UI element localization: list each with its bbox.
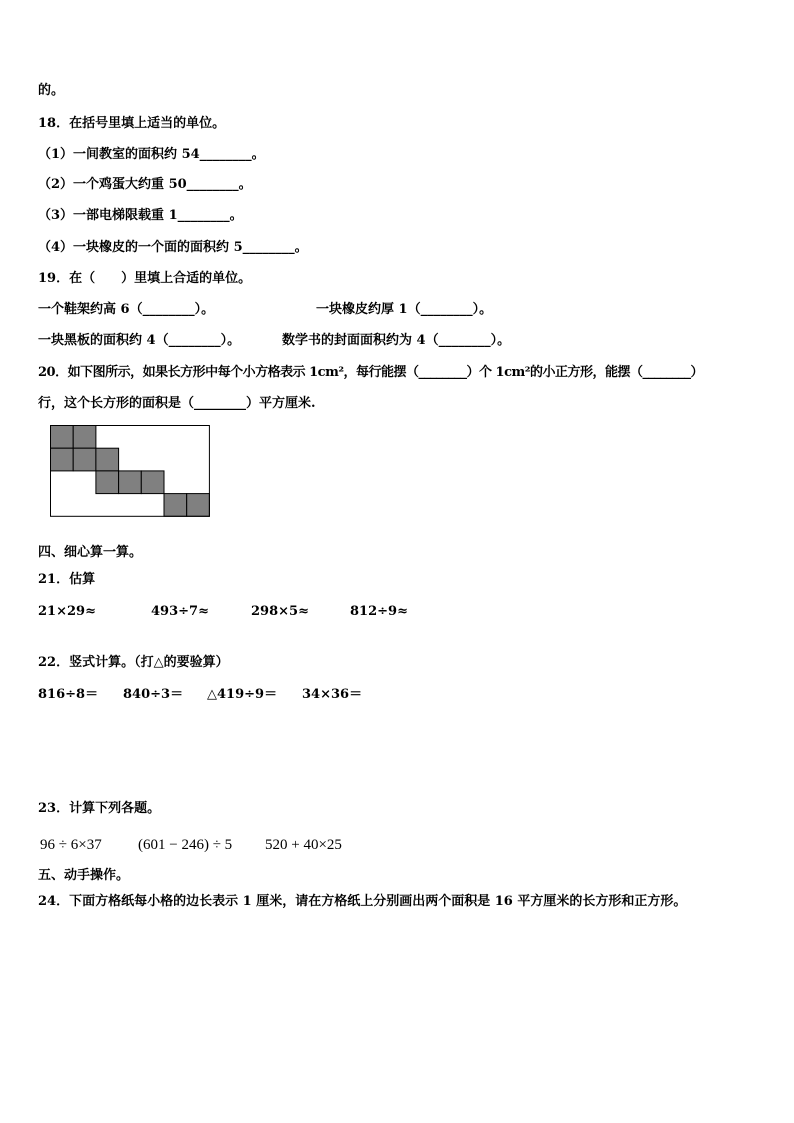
question-19-item-a: 一个鞋架约高 6（________）。: [38, 302, 215, 317]
question-22-item-2: 840÷3＝: [123, 687, 184, 702]
question-19-item-b: 一块橡皮约厚 1（________）。: [316, 302, 493, 317]
question-18-item-2: （2）一个鸡蛋大约重 50________。: [38, 177, 252, 192]
shaded-square: [73, 448, 96, 471]
continued-text: 的。: [38, 83, 65, 98]
question-22-item-4: 34×36＝: [302, 687, 363, 702]
question-22-item-3: △419÷9＝: [207, 687, 278, 702]
question-23-item-1: 96 ÷ 6×37: [40, 837, 102, 853]
shaded-square: [187, 494, 210, 517]
shaded-square: [96, 448, 119, 471]
question-21-item-3: 298×5≈: [251, 604, 309, 619]
question-22-title: 22．竖式计算。（打△的要验算）: [38, 655, 229, 670]
question-21-item-2: 493÷7≈: [151, 604, 209, 619]
question-18-item-4: （4）一块橡皮的一个面的面积约 5________。: [38, 240, 308, 255]
question-23-item-2: (601 − 246) ÷ 5: [138, 837, 233, 853]
question-23-item-3: 520 + 40×25: [265, 837, 342, 853]
question-21-item-4: 812÷9≈: [350, 604, 408, 619]
shaded-square: [73, 426, 96, 449]
shaded-square: [96, 471, 119, 494]
grid-svg: [50, 425, 210, 517]
question-20-line-2: 行，这个长方形的面积是（________）平方厘米.: [38, 396, 316, 411]
question-24-title: 24．下面方格纸每小格的边长表示 1 厘米，请在方格纸上分别画出两个面积是 16 平方厘米的长方形和正方形。: [38, 894, 687, 909]
question-21-item-1: 21×29≈: [38, 604, 96, 619]
shaded-square: [141, 471, 164, 494]
rectangle-grid-figure: [50, 425, 210, 517]
question-18-item-1: （1）一间教室的面积约 54________。: [38, 147, 265, 162]
shaded-square: [164, 494, 187, 517]
section-4-heading: 四、细心算一算。: [38, 545, 143, 560]
question-22-item-1: 816÷8＝: [38, 687, 99, 702]
shaded-square: [119, 471, 142, 494]
question-19-item-c: 一块黑板的面积约 4（________）。: [38, 333, 241, 348]
section-5-heading: 五、动手操作。: [38, 868, 130, 883]
question-18-title: 18．在括号里填上适当的单位。: [38, 116, 226, 131]
question-20-line-1: 20．如下图所示，如果长方形中每个小方格表示 1cm²，每行能摆（________）个 1cm²的小正方形，能摆（________）: [38, 365, 703, 380]
shaded-square: [51, 448, 74, 471]
shaded-square: [51, 426, 74, 449]
question-19-title: 19．在（ ）里填上合适的单位。: [38, 271, 252, 286]
question-18-item-3: （3）一部电梯限载重 1________。: [38, 208, 243, 223]
question-23-title: 23．计算下列各题。: [38, 801, 161, 816]
question-19-item-d: 数学书的封面面积约为 4（________）。: [282, 333, 511, 348]
question-21-title: 21．估算: [38, 572, 96, 587]
